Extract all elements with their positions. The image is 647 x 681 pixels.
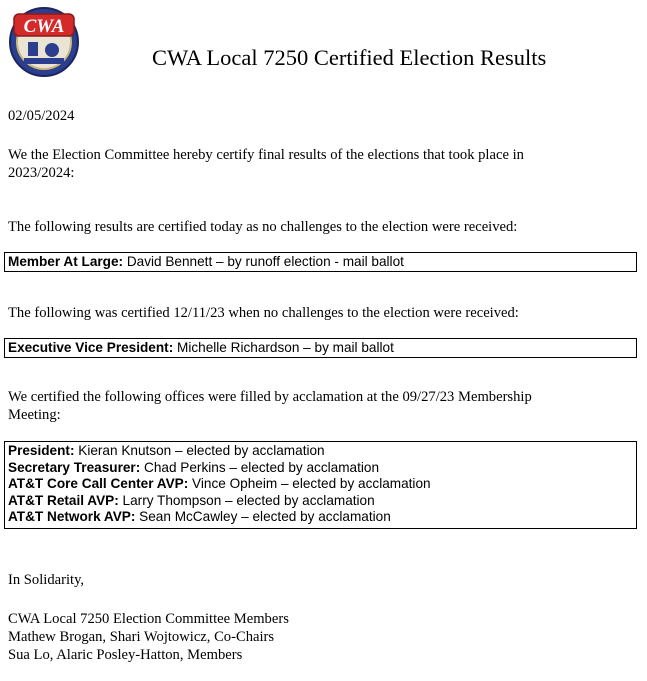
office-label: Member At Large: (8, 254, 124, 269)
section1-results-box (4, 252, 637, 272)
section3-results-box (4, 441, 637, 529)
office-label: Secretary Treasurer: (8, 459, 141, 475)
result-value: Chad Perkins – elected by acclamation (140, 459, 380, 475)
section2-text: The following was certified 12/11/23 when no challenges to the election were received: (8, 305, 519, 321)
section3-text-line-1: We certified the following offices were filled by acclamation at the 09/27/23 Membership (8, 389, 532, 405)
closing: In Solidarity, (8, 572, 85, 588)
signature-line-2: Mathew Brogan, Shari Wojtowicz, Co-Chairs (8, 629, 275, 645)
signature-line-1: CWA Local 7250 Election Committee Members (8, 611, 289, 627)
result-value: Sean McCawley – elected by acclamation (135, 509, 391, 524)
result-row (8, 254, 636, 271)
result-row (8, 460, 636, 477)
result-value: Michelle Richardson – by mail ballot (173, 340, 394, 355)
office-label: AT&T Network AVP: (8, 509, 136, 524)
cwa-logo (8, 6, 80, 78)
logo-text: CWA (23, 16, 65, 37)
result-value: Larry Thompson – elected by acclamation (118, 492, 375, 508)
result-row (8, 476, 636, 493)
signature-line-3: Sua Lo, Alaric Posley-Hatton, Members (8, 647, 243, 663)
office-label: AT&T Core Call Center AVP: (8, 476, 189, 491)
result-row (8, 509, 636, 526)
result-value: Kieran Knutson – elected by acclamation (74, 443, 325, 458)
section2-results-box (4, 338, 637, 358)
page-title: CWA Local 7250 Certified Election Results (152, 45, 547, 70)
office-label: AT&T Retail AVP: (8, 492, 119, 508)
document-date: 02/05/2024 (8, 108, 75, 124)
intro-line-2: 2023/2024: (8, 165, 75, 181)
result-value: Vince Opheim – elected by acclamation (188, 476, 431, 491)
office-label: President: (8, 443, 75, 458)
result-row (8, 340, 636, 357)
office-label: Executive Vice President: (8, 340, 174, 355)
intro-line-1: We the Election Committee hereby certify final results of the elections that took place in (8, 147, 524, 163)
result-row (8, 493, 636, 510)
section1-text: The following results are certified today as no challenges to the election were received: (8, 219, 518, 235)
section3-text-line-2: Meeting: (8, 407, 61, 423)
result-value: David Bennett – by runoff election - mail ballot (123, 254, 404, 269)
result-row (8, 443, 636, 460)
